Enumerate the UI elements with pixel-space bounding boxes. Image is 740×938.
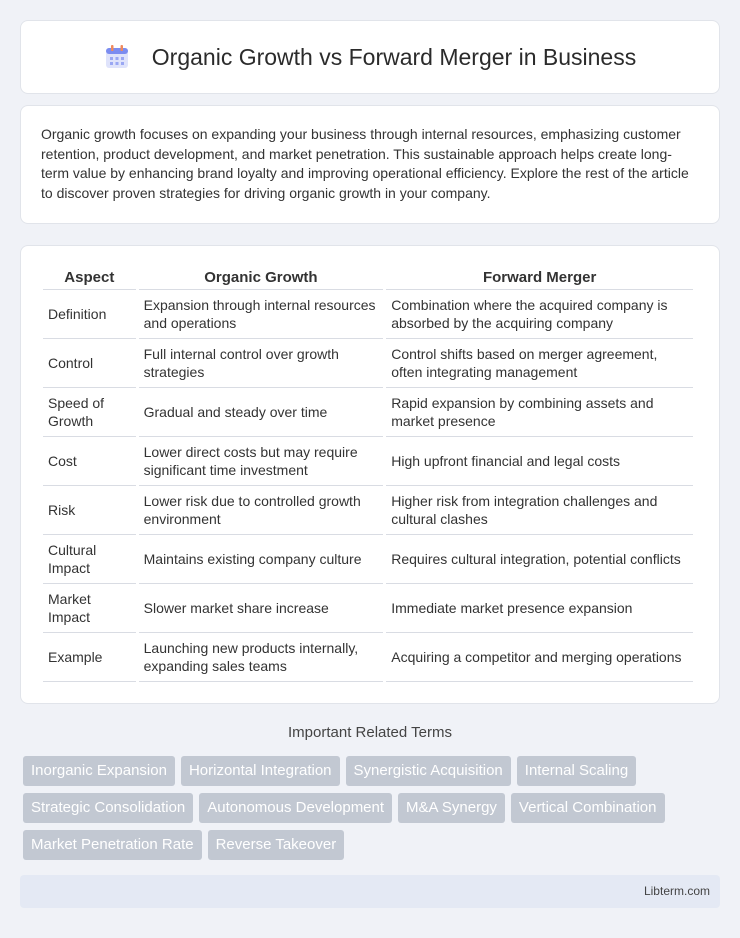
intro-card (20, 105, 720, 224)
footer (20, 875, 720, 908)
related-term-tag[interactable]: Autonomous Development (199, 793, 392, 823)
related-term-tag[interactable]: Strategic Consolidation (23, 793, 193, 823)
row-organic: Gradual and steady over time (139, 388, 384, 437)
row-merger: Acquiring a competitor and merging operations (386, 633, 693, 682)
row-merger: Immediate market presence expansion (386, 584, 693, 633)
row-aspect: Definition (43, 290, 136, 339)
row-organic: Lower risk due to controlled growth environment (139, 486, 384, 535)
row-merger: High upfront financial and legal costs (386, 437, 693, 486)
table-row (43, 290, 693, 339)
row-merger: Control shifts based on merger agreement, often integrating management (386, 339, 693, 388)
title-card (20, 20, 720, 94)
calendar-icon (104, 44, 130, 70)
row-aspect: Example (43, 633, 136, 682)
row-organic: Launching new products internally, expanding sales teams (139, 633, 384, 682)
row-organic: Expansion through internal resources and operations (139, 290, 384, 339)
comparison-table-card (20, 245, 720, 704)
row-merger: Higher risk from integration challenges and cultural clashes (386, 486, 693, 535)
row-aspect: Market Impact (43, 584, 136, 633)
related-term-tag[interactable]: M&A Synergy (398, 793, 505, 823)
related-term-tag[interactable]: Horizontal Integration (181, 756, 340, 786)
table-row (43, 388, 693, 437)
footer-site-link[interactable]: Libterm.com (643, 884, 710, 898)
row-aspect: Cultural Impact (43, 535, 136, 584)
related-term-tag[interactable]: Vertical Combination (511, 793, 665, 823)
row-merger: Requires cultural integration, potential conflicts (386, 535, 693, 584)
table-row (43, 437, 693, 486)
row-merger: Rapid expansion by combining assets and market presence (386, 388, 693, 437)
row-organic: Lower direct costs but may require significant time investment (139, 437, 384, 486)
header-aspect: Aspect (43, 266, 136, 290)
table-row (43, 339, 693, 388)
table-row (43, 633, 693, 682)
header-organic-growth: Organic Growth (139, 266, 384, 290)
related-term-tag[interactable]: Market Penetration Rate (23, 830, 202, 860)
comparison-table (40, 266, 696, 682)
related-term-tag[interactable]: Inorganic Expansion (23, 756, 175, 786)
header-forward-merger: Forward Merger (386, 266, 693, 290)
related-term-tag[interactable]: Reverse Takeover (208, 830, 345, 860)
table-header-row (43, 266, 693, 290)
related-term-tag[interactable]: Synergistic Acquisition (346, 756, 511, 786)
row-aspect: Control (43, 339, 136, 388)
table-row (43, 535, 693, 584)
related-term-tag[interactable]: Internal Scaling (517, 756, 636, 786)
row-merger: Combination where the acquired company is absorbed by the acquiring company (386, 290, 693, 339)
row-organic: Full internal control over growth strategies (139, 339, 384, 388)
related-terms-title: Important Related Terms (288, 724, 452, 741)
page-title: Organic Growth vs Forward Merger in Business (151, 43, 637, 70)
intro-text: Organic growth focuses on expanding your business through internal resources, emphasizing customer retention, product development, and market penetration. This sustainable approach helps create long-term value by enhancing brand loyalty and improving operational efficiency. Explore the rest of the article to discover proven strategies for driving organic growth in your company. (41, 126, 689, 201)
row-aspect: Speed of Growth (43, 388, 136, 437)
related-terms-list (23, 756, 723, 860)
row-organic: Slower market share increase (139, 584, 384, 633)
row-aspect: Risk (43, 486, 136, 535)
table-row (43, 486, 693, 535)
table-row (43, 584, 693, 633)
row-organic: Maintains existing company culture (139, 535, 384, 584)
row-aspect: Cost (43, 437, 136, 486)
